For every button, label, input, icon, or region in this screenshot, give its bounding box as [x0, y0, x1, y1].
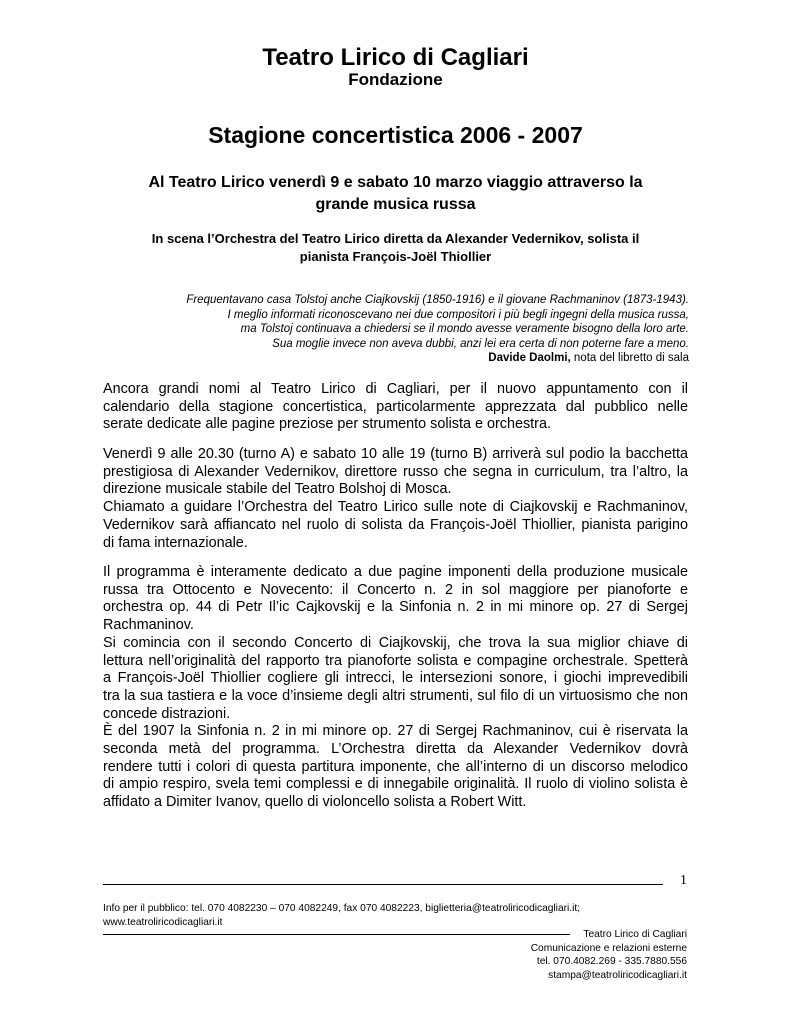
event-heading-line: grande musica russa [315, 196, 476, 213]
paragraph-line: Venerdì 9 alle 20.30 (turno A) e sabato 10 alle 19 (turno B) arriverà sul podio la bacchetta [103, 446, 688, 462]
contact-email: stampa@teatroliricodicagliari.it [548, 969, 687, 981]
paragraph-line: orchestra op. 44 di Petr Il’ic Cajkovskij e la Sinfonia n. 2 in mi minore op. 27 di Sergej [103, 599, 688, 616]
quote-source: nota del libretto di sala [570, 352, 689, 364]
contact-line: Teatro Lirico di Cagliari [583, 929, 687, 940]
paragraph-line: Vedernikov sarà affiancato nel ruolo di solista da François-Joël Thiollier, pianista parigino [103, 516, 688, 533]
paragraph-line: serate dedicate alle pagine preziose per strumento solista e orchestra. [103, 416, 551, 433]
quote-line: ma Tolstoj continuava a chiedersi se il mondo avesse veramente bisogno della loro arte. [240, 323, 689, 336]
cast-heading [100, 230, 691, 265]
paragraph-line: lettura nell’originalità del rapporto tra pianoforte solista e compagine orchestrale. Spetterà [103, 652, 688, 669]
paragraph-program [103, 564, 688, 812]
paragraph-line: prestigiosa di Alexander Vedernikov, direttore russo che segna in curriculum, tra l’altro, la [103, 463, 688, 480]
paragraph-line: russa tra Ottocento e Novecento: il Concerto n. 2 in sol maggiore per pianoforte e [103, 581, 688, 598]
paragraph-line: di ampio respiro, svela temi complessi e di innegabile originalità. Il ruolo di violino solista è [103, 776, 688, 793]
paragraph-line: Si comincia con il secondo Concerto di Ciajkovskij, che trova la sua miglior chiave di [103, 634, 688, 651]
quote-line: I meglio informati riconoscevano nei due compositori i più begli ingegni della musica russa, [227, 308, 689, 321]
epigraph-quote [129, 293, 689, 351]
paragraph-line: di fama internazionale. [103, 534, 248, 551]
document-subtitle: Fondazione [348, 70, 443, 89]
contact-line: tel. 070.4082.269 - 335.7880.556 [536, 956, 687, 968]
paragraph-line: Ancora grandi nomi al Teatro Lirico di Cagliari, per il nuovo appuntamento con il [103, 381, 688, 397]
paragraph-line: direzione musicale stabile del Teatro Bolshoj di Mosca. [103, 481, 452, 498]
quote-attribution [488, 351, 689, 365]
footer-contact-divider [103, 934, 570, 935]
quote-line: Sua moglie invece non aveva dubbi, anzi lei era certa di non poterne fare a meno. [272, 337, 689, 350]
season-heading: Stagione concertistica 2006 - 2007 [208, 122, 583, 148]
quote-author: Davide Daolmi, [488, 352, 571, 364]
footer-divider [103, 884, 663, 885]
paragraph-line: tra la sua tastiera e la voce d’insieme degli altri strumenti, sul filo di un virtuosismo che non [103, 687, 688, 704]
footer-info [103, 902, 703, 929]
page-number: 1 [680, 873, 687, 888]
paragraph-line: a François-Joël Thiollier cogliere gli intrecci, le intersezioni sonore, i giochi imprevedibili [103, 670, 688, 687]
paragraph-line: concede distrazioni. [103, 705, 231, 722]
footer-info-line: Info per il pubblico: tel. 070 4082230 – 070 4082249, fax 070 4082223, biglietteria@teatroliricodicagliari.it; [103, 903, 581, 914]
paragraph-line: Il programma è interamente dedicato a due pagine imponenti della produzione musicale [103, 564, 688, 580]
paragraph-line: Rachmaninov. [103, 617, 194, 634]
paragraph-line: calendario della stagione concertistica, particolarmente apprezzata dal pubblico nelle [103, 398, 688, 415]
cast-heading-line: pianista François-Joël Thiollier [299, 248, 492, 264]
paragraph-conductor [103, 446, 688, 552]
paragraph-intro [103, 381, 688, 434]
cast-heading-line: In scena l’Orchestra del Teatro Lirico diretta da Alexander Vedernikov, solista il [151, 231, 640, 246]
paragraph-line: Chiamato a guidare l’Orchestra del Teatro Lirico sulle note di Ciajkovskij e Rachmaninov, [103, 499, 688, 516]
footer-contact [531, 928, 687, 982]
footer-website: www.teatroliricodicagliari.it [103, 916, 223, 928]
paragraph-line: seconda metà del programma. L’Orchestra diretta da Alexander Vedernikov dovrà [103, 741, 688, 758]
quote-line: Frequentavano casa Tolstoj anche Ciajkovskij (1850-1916) e il giovane Rachmaninov (1873-1943). [186, 294, 689, 306]
paragraph-line: affidato a Dimiter Ivanov, quello di violoncello solista a Robert Witt. [103, 794, 527, 811]
paragraph-line: È del 1907 la Sinfonia n. 2 in mi minore op. 27 di Sergej Rachmaninov, cui è riservata la [103, 723, 688, 740]
paragraph-line: rendere tutti i colori di questa partitura imponente, che all’interno di un discorso melodico [103, 758, 688, 775]
event-heading-line: Al Teatro Lirico venerdì 9 e sabato 10 marzo viaggio attraverso la [148, 174, 643, 191]
document-title: Teatro Lirico di Cagliari [262, 44, 529, 71]
event-heading [110, 172, 681, 216]
contact-line: Comunicazione e relazioni esterne [530, 942, 687, 954]
